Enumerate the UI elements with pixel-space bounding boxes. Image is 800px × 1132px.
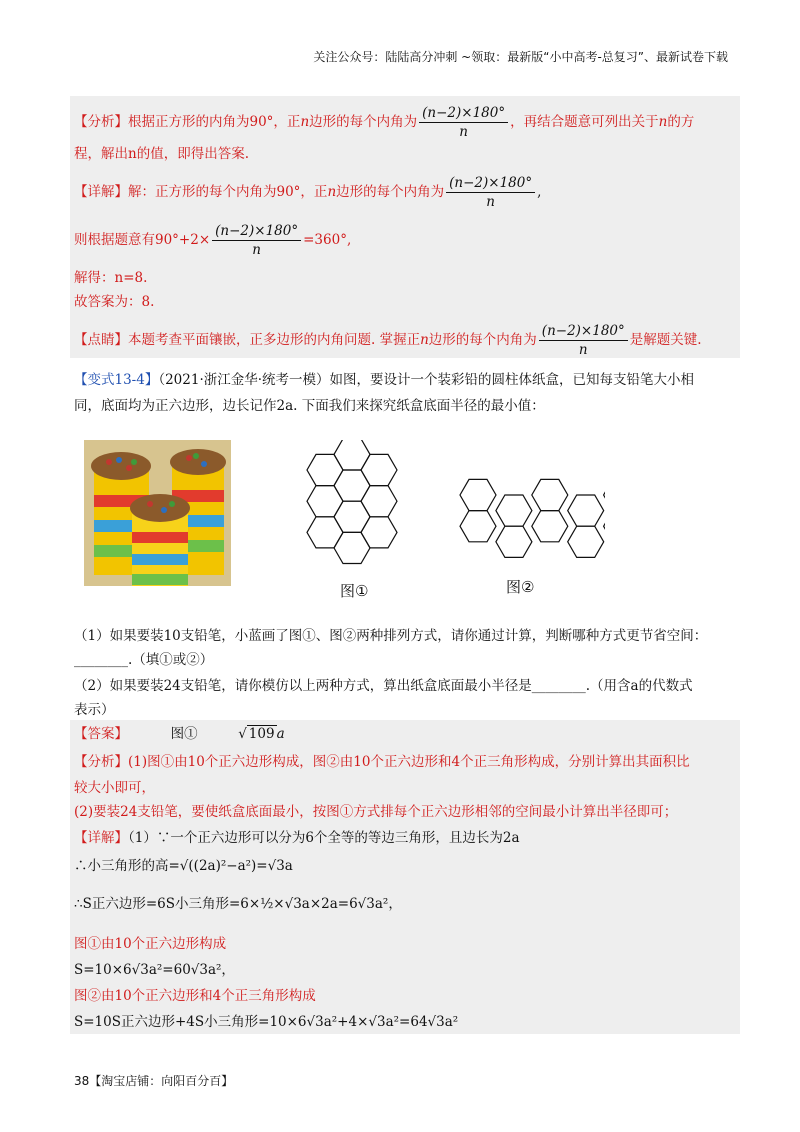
- question-1-line-2: ________.（填①或②）: [74, 652, 214, 668]
- hexagon: [334, 532, 370, 563]
- detail-tag: 【详解】: [74, 184, 128, 200]
- solution-analysis-line-3: (2)要装24支铅笔，要使纸盒底面最小，按图①方式排每个正六边形相邻的空间最小计算出半径即可；: [74, 804, 678, 820]
- point-text-a: 本题考查平面镶嵌，正多边形的内角问题. 掌握正: [128, 332, 421, 348]
- var-n: n: [420, 332, 429, 348]
- fraction-numerator: (n−2)×180°: [419, 104, 508, 123]
- hexagon: [496, 495, 532, 526]
- answer-2-radicand: 109: [248, 726, 275, 742]
- question-2-line-2: 表示）: [74, 702, 115, 718]
- detail-line2-a: 则根据题意有90°+2×: [74, 232, 211, 248]
- figure-1-caption: 图①: [340, 582, 369, 600]
- fraction-numerator: (n−2)×180°: [446, 174, 535, 193]
- var-n: n: [658, 114, 668, 130]
- question-2-line-1: （2）如果要装24支铅笔，请你模仿以上两种方式，算出纸盒底面最小半径是________.（用含a的代数式: [74, 678, 693, 694]
- solution-detail-line-7: S=10S正六边形+4S小三角形=10×6√3a²+4×√3a²=64√3a²: [74, 1014, 459, 1030]
- solution-detail-tag: 【详解】: [74, 830, 128, 846]
- formula-fraction: [539, 322, 628, 359]
- problem-line-2: 同，底面均为正六边形，边长记作2a. 下面我们来探究纸盒底面半径的最小值：: [74, 398, 545, 414]
- solution-detail-line-4: 图①由10个正六边形构成: [74, 936, 227, 952]
- analysis-tag: 【分析】: [74, 114, 128, 130]
- answer-tag: 【答案】: [74, 726, 128, 742]
- point-text-b: 边形的每个内角为: [428, 332, 537, 348]
- point-text-c: 是解题关键.: [629, 332, 702, 348]
- solution-detail-line-3: ∴S正六边形=6S小三角形=6×½×√3a×2a=6√3a²，: [74, 896, 402, 912]
- solution-analysis-text-1: (1)图①由10个正六边形构成，图②由10个正六边形和4个正三角形构成，分别计算出其面积比: [128, 754, 690, 770]
- solution-detail-line-6: 图②由10个正六边形和4个正三角形构成: [74, 988, 316, 1004]
- var-n: n: [327, 184, 337, 200]
- solution-detail-text-1: （1）∵一个正六边形可以分为6个全等的等边三角形，且边长为2a: [128, 830, 520, 846]
- hexagon: [307, 486, 343, 517]
- figure-1-hexagons: [300, 440, 430, 580]
- question-1-line-1: （1）如果要装10支铅笔，小蓝画了图①、图②两种排列方式，请你通过计算，判断哪种方式更节省空间：: [74, 628, 708, 644]
- solution-detail-line-2: ∴小三角形的高=√((2a)²−a²)=√3a: [74, 858, 293, 874]
- hexagon: [361, 486, 397, 517]
- pencil-box-illustration: [84, 440, 231, 586]
- page-header: 关注公众号：陆陆高分冲刺 ~领取：最新版“小中高考-总复习”、最新试卷下载: [313, 50, 728, 64]
- figure-2-hexagons: [455, 465, 605, 575]
- page-footer: 38【淘宝店铺：向阳百分百】: [74, 1074, 234, 1088]
- fraction-denominator: n: [459, 124, 468, 140]
- hexagon: [568, 526, 604, 557]
- fraction-denominator: n: [486, 194, 495, 210]
- solution-analysis-line-1: [74, 752, 690, 772]
- analysis-text-d: 的方: [667, 114, 695, 130]
- hexagon: [307, 454, 343, 485]
- hexagon: [496, 526, 532, 557]
- hexagon: [361, 517, 397, 548]
- detail-line-1: 【详解】解：正方形的每个内角为90°，正n边形的每个内角为 $\frac{(n-2)\times 180^\circ}{n}$ ,: [74, 175, 542, 210]
- detail-line2-b: =360°,: [303, 232, 352, 248]
- pencil-box-photo: [84, 440, 231, 586]
- hexagon: [307, 517, 343, 548]
- solution-detail-line-5: S=10×6√3a²=60√3a²，: [74, 962, 235, 978]
- analysis-text-a: 根据正方形的内角为90°，正: [128, 114, 301, 130]
- analysis-line-2: 程，解出n的值，即得出答案.: [74, 146, 249, 162]
- fraction-denominator: n: [578, 342, 588, 358]
- hexagon: [532, 511, 568, 542]
- detail-text-b: 边形的每个内角为: [336, 184, 445, 200]
- answer-1: 图①: [170, 726, 198, 742]
- detail-text-a: 解：正方形的每个内角为90°，正: [128, 184, 328, 200]
- analysis-text-c: ，再结合题意可列出关于: [510, 114, 659, 130]
- fraction-denominator: n: [252, 242, 261, 258]
- hexagon: [604, 511, 605, 542]
- problem-line-1: [74, 370, 694, 390]
- fraction-numerator: (n−2)×180°: [212, 222, 301, 241]
- hexagon: [460, 479, 496, 510]
- solution-detail-line-1: [74, 828, 520, 848]
- detail-line-2: [74, 222, 351, 259]
- answer-row: [74, 724, 285, 744]
- hexagon: [334, 501, 370, 532]
- hexagon: [361, 454, 397, 485]
- solution-analysis-line-2: 较大小即可，: [74, 780, 155, 796]
- formula-fraction: [446, 174, 535, 211]
- fraction-numerator: (n−2)×180°: [539, 322, 628, 341]
- answer-2: √ 109 a: [238, 726, 285, 742]
- answer-line: 故答案为：8.: [74, 294, 155, 310]
- analysis-line-1: [74, 104, 694, 141]
- solution-analysis-tag: 【分析】: [74, 754, 128, 770]
- hexagon: [334, 440, 370, 470]
- hexagon: [334, 470, 370, 501]
- analysis-text-b: 边形的每个内角为: [309, 114, 418, 130]
- point-line: [74, 322, 702, 359]
- problem-text-1: （2021·浙江金华·统考一模）如图，要设计一个装彩铅的圆柱体纸盒，已知每支铅笔大小相: [158, 372, 695, 388]
- figure-2-caption: 图②: [506, 578, 535, 596]
- point-tag: 【点睛】: [74, 332, 128, 348]
- formula-fraction: [212, 222, 301, 259]
- formula-fraction: [419, 104, 508, 141]
- hexagon: [604, 479, 605, 510]
- solve-line: 解得：n=8.: [74, 270, 148, 286]
- answer-2-var: a: [276, 726, 285, 742]
- hexagon: [568, 495, 604, 526]
- hexagon: [532, 479, 568, 510]
- var-n: n: [300, 114, 310, 130]
- hexagon: [460, 511, 496, 542]
- problem-tag: 【变式13-4】: [74, 372, 159, 388]
